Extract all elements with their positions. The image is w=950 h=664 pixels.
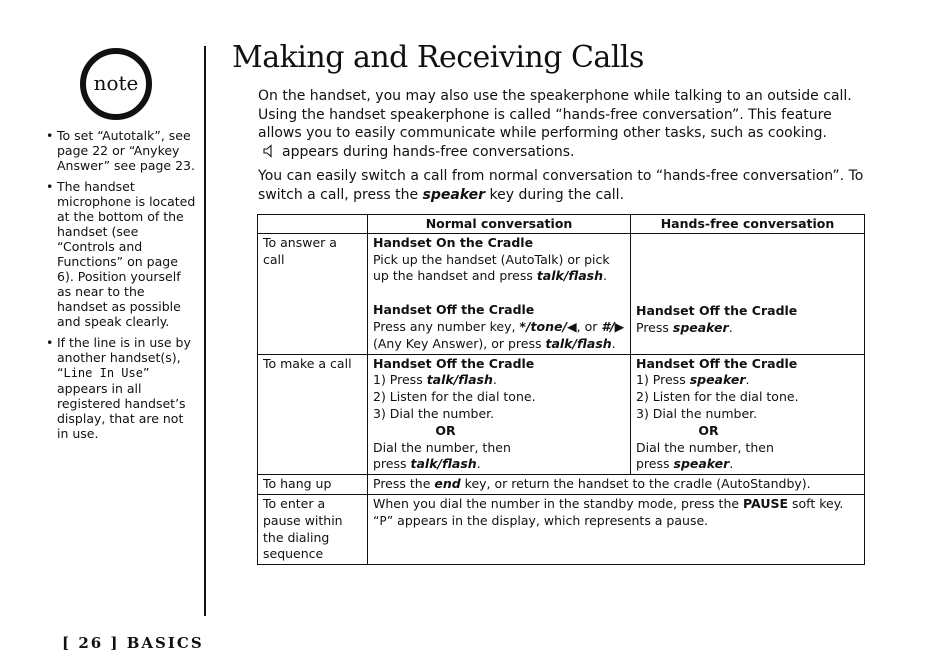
table-row-pause: [258, 494, 865, 564]
table-row-hang-up: [258, 475, 865, 495]
answer-handsfree-cell: Handset Off the Cradle Press speaker.: [631, 233, 865, 354]
talk-flash-key: talk/flash: [426, 372, 493, 388]
row-label-answer: To answer a call: [258, 233, 368, 354]
end-key: end: [434, 476, 461, 492]
sidebar-note-autotalk: • To set “Autotalk”, see page 22 or “Anykey Answer” see page 23.: [46, 128, 198, 173]
table-row-answer: [258, 233, 865, 354]
row-label-hang-up: To hang up: [258, 475, 368, 495]
pause-key: PAUSE: [743, 495, 789, 511]
pound-key: #/▶: [601, 318, 625, 334]
column-header-normal: Normal conversation: [368, 215, 631, 234]
make-handsfree-cell: Handset Off the Cradle 1) Press speaker. 2) Listen for the dial tone. 3) Dial the number. OR Dial the number, then press speaker.: [631, 354, 865, 475]
talk-flash-key: talk/flash: [536, 268, 603, 284]
row-label-make-call: To make a call: [258, 354, 368, 475]
sidebar-note-line-in-use: • If the line is in use by another handset(s), “Line In Use” appears in all registered handset’s display, that are not in use.: [46, 335, 198, 441]
column-header-hands-free: Hands-free conversation: [631, 215, 865, 234]
pause-cell: When you dial the number in the standby mode, press the PAUSE soft key. “P” appears in the display, which represents a pause.: [368, 494, 865, 564]
speaker-key: speaker: [422, 186, 486, 203]
page-footer: [ 26 ] BASICS: [62, 634, 204, 652]
intro-paragraph: On the handset, you may also use the speakerphone while talking to an outside call. Using the handset speakerphone is called “hands-free conversation”. This feature allows you to easily communicate while performing other tasks, such as cooking. appears during hands-free conversations.: [258, 88, 852, 160]
note-badge-label: note: [93, 71, 139, 95]
sidebar-note-microphone: • The handset microphone is located at the bottom of the handset (see “Controls and Functions” on page 6). Position yourself as near to the handset as possible and speak clearly.: [46, 179, 198, 329]
speaker-icon: [262, 144, 276, 158]
page-title: Making and Receiving Calls: [232, 40, 644, 75]
table-header-row: [258, 215, 865, 234]
speaker-key: speaker: [689, 372, 746, 388]
talk-flash-key: talk/flash: [545, 335, 612, 351]
make-normal-cell: Handset Off the Cradle 1) Press talk/flash. 2) Listen for the dial tone. 3) Dial the number. OR Dial the number, then press talk/flash.: [368, 354, 631, 475]
note-badge: [80, 48, 152, 120]
column-divider: [204, 46, 206, 616]
sidebar-notes: [46, 128, 198, 447]
column-header-empty: [258, 215, 368, 234]
row-label-pause: To enter a pause within the dialing sequence: [258, 494, 368, 564]
talk-flash-key: talk/flash: [410, 456, 477, 472]
speaker-key: speaker: [672, 319, 729, 335]
table-row-make-call: [258, 354, 865, 475]
tone-key: */tone/◀: [519, 318, 577, 334]
answer-normal-cell: Handset On the Cradle Pick up the handset (AutoTalk) or pick up the handset and press talk/flash. Handset Off the Cradle Press any number key, */tone/◀, or #/▶ (Any Key Answer), or press talk/flash.: [368, 233, 631, 354]
lcd-text: P: [379, 513, 387, 528]
lcd-text: Line In Use: [63, 366, 143, 380]
calls-table: [257, 214, 865, 565]
speaker-key: speaker: [673, 456, 730, 472]
switch-paragraph: You can easily switch a call from normal conversation to “hands-free conversation”. To switch a call, press the speaker key during the call.: [258, 168, 864, 203]
hang-up-cell: Press the end key, or return the handset to the cradle (AutoStandby).: [368, 475, 865, 495]
